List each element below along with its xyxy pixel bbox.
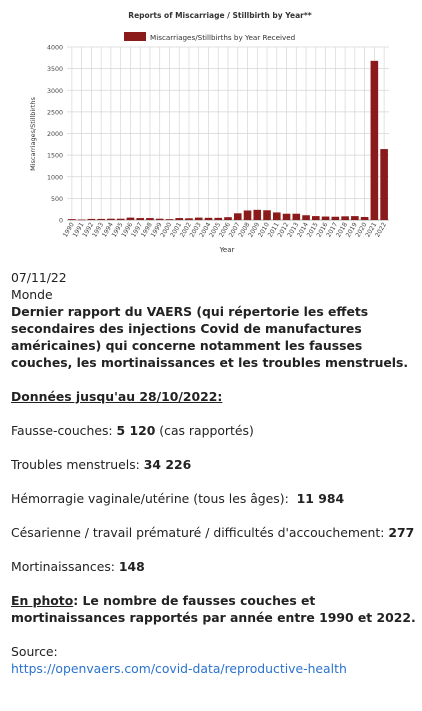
- bar: [146, 218, 154, 220]
- y-tick-label: 2500: [46, 109, 63, 117]
- source-link[interactable]: https://openvaers.com/covid-data/reproductive-health: [11, 661, 347, 676]
- stat-cesarean: [11, 524, 416, 541]
- bar: [224, 217, 232, 220]
- bar: [263, 210, 271, 220]
- y-tick-label: 4000: [46, 44, 63, 52]
- chart: [0, 0, 422, 262]
- bar: [97, 219, 105, 220]
- post-headline: Dernier rapport du VAERS (qui répertorie les effets secondaires des injections Covid de manufactures américaines) qui concerne notamment les fausses couches, les mortinaissances et les troubles menstruels.: [11, 304, 409, 370]
- x-tick-label: 1994: [100, 221, 115, 239]
- photo-caption: [11, 592, 416, 626]
- stat-menstrual: [11, 456, 416, 473]
- bar: [361, 217, 369, 220]
- y-axis-label: Miscarriages/Stillbirths: [29, 97, 37, 171]
- bar: [322, 217, 330, 220]
- x-tick-label: 1998: [139, 221, 154, 239]
- stat-miscarriages: [11, 422, 416, 439]
- x-tick-label: 2016: [315, 221, 330, 239]
- legend-label: Miscarriages/Stillbirths by Year Received: [150, 33, 296, 42]
- y-tick-label: 3500: [46, 66, 63, 74]
- x-tick-label: 2003: [188, 221, 203, 239]
- x-tick-label: 2000: [159, 221, 174, 239]
- stat-label: Troubles menstruels:: [11, 457, 144, 472]
- x-tick-label: 2007: [227, 221, 242, 239]
- bar: [244, 210, 252, 220]
- stat-label: Mortinaissances:: [11, 559, 119, 574]
- bar: [175, 218, 183, 220]
- bar: [185, 218, 193, 220]
- x-tick-label: 2001: [169, 221, 184, 239]
- bar: [253, 210, 261, 220]
- bar: [214, 218, 222, 220]
- y-tick-label: 1000: [46, 174, 63, 182]
- bar: [127, 218, 135, 220]
- x-tick-label: 2005: [208, 221, 223, 239]
- x-tick-label: 2020: [354, 221, 369, 239]
- source-label: Source:: [11, 644, 58, 659]
- x-tick-label: 1999: [149, 221, 164, 239]
- x-tick-label: 1991: [71, 221, 86, 239]
- post-date: 07/11/22: [11, 270, 67, 285]
- x-tick-labels: [62, 221, 388, 238]
- y-tick-label: 2000: [46, 131, 63, 138]
- y-tick-label: 500: [50, 195, 63, 203]
- bar: [292, 214, 300, 220]
- y-tick-label: 3000: [46, 87, 63, 95]
- stat-value: 148: [118, 559, 145, 574]
- bar: [380, 149, 388, 220]
- x-tick-label: 1995: [110, 221, 125, 239]
- bar: [166, 219, 174, 220]
- x-tick-label: 2009: [247, 221, 262, 239]
- x-tick-label: 1996: [120, 221, 135, 239]
- x-tick-label: 1990: [61, 221, 76, 239]
- x-tick-label: 2012: [276, 221, 291, 239]
- stat-suffix: (cas rapportés): [155, 423, 254, 438]
- bar: [371, 61, 379, 220]
- x-tick-label: 2019: [344, 221, 359, 239]
- x-tick-label: 2021: [364, 221, 379, 239]
- x-tick-label: 2017: [325, 221, 340, 239]
- bar: [88, 219, 96, 220]
- bar: [68, 219, 76, 220]
- bar-chart: [0, 0, 422, 262]
- x-tick-label: 1993: [91, 221, 106, 239]
- x-tick-label: 2006: [217, 221, 232, 239]
- x-tick-label: 1992: [81, 221, 96, 239]
- y-tick-label: 0: [58, 217, 63, 225]
- data-heading: Données jusqu'au 28/10/2022:: [11, 389, 223, 404]
- bar: [273, 212, 281, 220]
- x-tick-label: 1997: [130, 221, 145, 239]
- stat-hemorrhage: [11, 490, 416, 507]
- x-tick-label: 2004: [198, 221, 213, 239]
- bar: [234, 213, 242, 220]
- legend-swatch: [124, 32, 146, 41]
- x-axis-label: Year: [219, 246, 235, 254]
- x-tick-label: 2014: [296, 221, 310, 239]
- post-location: Monde: [11, 287, 53, 302]
- bar: [205, 218, 213, 220]
- x-tick-label: 2008: [237, 221, 252, 239]
- bar: [78, 220, 86, 221]
- y-tick-label: 1500: [46, 152, 63, 160]
- x-tick-label: 2002: [178, 221, 193, 239]
- post-text: [11, 269, 416, 677]
- bar: [283, 214, 291, 220]
- x-tick-label: 2011: [266, 221, 281, 239]
- y-tick-labels: [47, 45, 63, 225]
- stat-label: Césarienne / travail prématuré / difficultés d'accouchement:: [11, 525, 389, 540]
- stat-value: 11 984: [296, 491, 345, 506]
- stat-stillbirths: [11, 558, 416, 575]
- chart-title: Reports of Miscarriage / Stillbirth by Year**: [128, 11, 312, 20]
- bar: [351, 216, 359, 220]
- photo-text: : Le nombre de fausses couches et mortinaissances rapportés par année entre 1990 et 2022.: [11, 593, 416, 625]
- bar: [302, 215, 310, 220]
- bar: [341, 216, 349, 220]
- photo-label: En photo: [11, 593, 74, 608]
- x-tick-label: 2013: [286, 221, 301, 239]
- bar: [195, 218, 203, 220]
- bar: [332, 217, 340, 220]
- bar: [107, 219, 115, 220]
- bar: [136, 218, 144, 220]
- x-tick-label: 2015: [305, 221, 320, 239]
- x-tick-label: 2018: [335, 221, 350, 239]
- stat-value: 34 226: [143, 457, 192, 472]
- bar: [312, 216, 320, 220]
- grid: [67, 47, 389, 220]
- stat-value: 277: [388, 525, 415, 540]
- stat-label: Hémorragie vaginale/utérine (tous les âges):: [11, 491, 297, 506]
- bar: [117, 219, 125, 220]
- bar: [156, 219, 164, 220]
- stat-value: 5 120: [116, 423, 156, 438]
- x-tick-label: 2010: [257, 221, 271, 239]
- stat-label: Fausse-couches:: [11, 423, 117, 438]
- x-tick-label: 2022: [374, 221, 389, 239]
